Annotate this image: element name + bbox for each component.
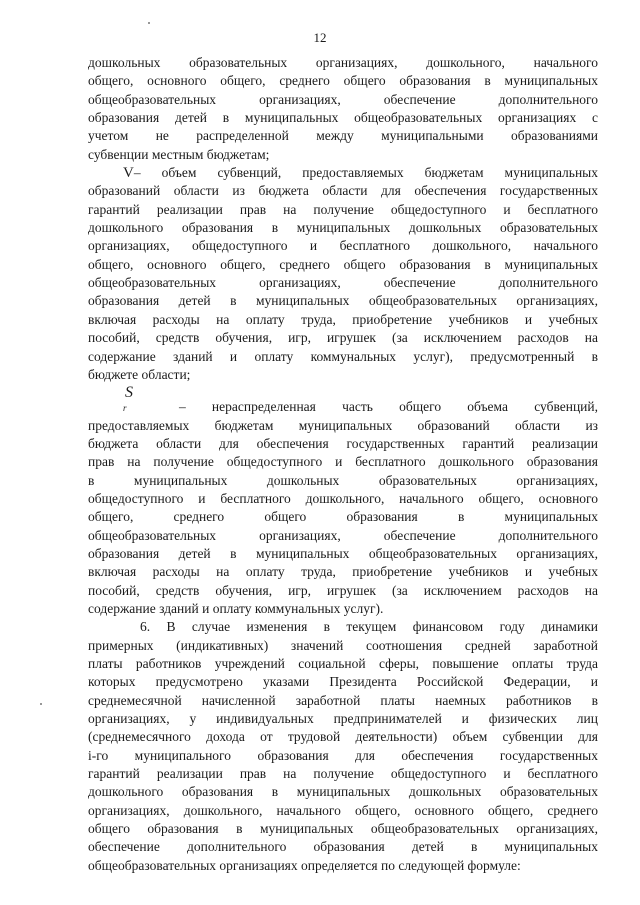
text-line	[88, 692, 598, 710]
line-text: образований области из бюджета области для обеспечения государственных	[88, 183, 598, 199]
line-text: общеобразовательных организациях, обеспечение дополнительного	[88, 91, 598, 107]
line-text: образования детей в муниципальных общеобразовательных организациях,	[88, 545, 598, 561]
text-line	[88, 91, 598, 109]
line-text: включая расходы на оплату труда, приобретение учебников и учебных	[88, 564, 598, 580]
line-text: S	[125, 384, 133, 399]
line-text: образования детей в муниципальных общеобразовательных организациях с	[88, 110, 598, 126]
line-text: общедоступного и бесплатного дошкольного, начального общего, основного	[88, 490, 598, 506]
text-line	[88, 164, 598, 182]
line-text: организациях, общедоступного и бесплатного дошкольного, начального	[88, 238, 598, 254]
line-text: организациях, дошкольного, начального общего, основного общего, среднего	[88, 802, 598, 818]
text-line	[88, 673, 598, 691]
text-line	[88, 857, 598, 875]
text-line	[88, 292, 598, 310]
document-body	[88, 54, 598, 875]
text-line	[88, 563, 598, 581]
line-text: дошкольного образования в муниципальных дошкольных образовательных	[88, 220, 598, 236]
text-line	[88, 237, 598, 255]
page-number: 12	[313, 30, 327, 45]
line-text: учетом не распределенной между муниципальными образованиями	[88, 128, 598, 144]
line-text: i-го муниципального образования для обеспечения государственных	[88, 747, 598, 763]
line-text: примерных (индикативных) значений соотношения средней заработной	[88, 637, 598, 653]
text-line	[88, 655, 598, 673]
line-text: организациях, у индивидуальных предпринимателей и физических лиц	[88, 711, 598, 727]
text-line	[88, 600, 598, 618]
line-text: (среднемесячного дохода от трудовой деятельности) объем субвенции для	[88, 729, 598, 745]
line-text: среднемесячной начисленной заработной платы наемных работников в	[88, 692, 598, 708]
text-line	[88, 545, 598, 563]
text-line	[88, 582, 598, 600]
line-text: общеобразовательных организациях определяется по следующей формуле:	[88, 857, 521, 873]
line-text: общего, основного общего, среднего общего образования в муниципальных	[88, 256, 598, 272]
line-text: образования детей в муниципальных общеобразовательных организациях,	[88, 293, 598, 309]
line-text: которых предусмотрено указами Президента Российской Федерации, и	[88, 674, 598, 690]
line-text: бюджете области;	[88, 366, 191, 382]
formula-symbol	[88, 384, 598, 398]
text-line	[88, 329, 598, 347]
text-line	[88, 618, 598, 636]
text-line	[88, 710, 598, 728]
line-text: общего образования в муниципальных общеобразовательных организациях,	[88, 821, 598, 837]
text-line	[88, 311, 598, 329]
text-line	[88, 765, 598, 783]
text-line	[88, 527, 598, 545]
line-text: бюджета области для обеспечения государственных гарантий реализации	[88, 435, 598, 451]
line-text: 6. В случае изменения в текущем финансовом году динамики	[140, 619, 598, 635]
formula-symbol: V	[123, 165, 134, 182]
text-line	[88, 256, 598, 274]
line-text: гарантий реализации прав на получение общедоступного и бесплатного	[88, 766, 598, 782]
text-line	[88, 783, 598, 801]
text-line	[88, 838, 598, 856]
line-text: общеобразовательных организациях, обеспечение дополнительного	[88, 275, 598, 291]
text-line	[88, 274, 598, 292]
line-text: платы работников учреждений социальной сферы, повышение оплаты труда	[88, 656, 598, 671]
text-line	[88, 366, 598, 384]
line-text: общего, среднего общего образования в муниципальных	[88, 509, 598, 525]
line-text: общеобразовательных организациях, обеспечение дополнительного	[88, 527, 598, 543]
text-line	[88, 219, 598, 237]
text-line	[88, 398, 598, 416]
scan-speck	[148, 22, 150, 24]
text-line	[88, 472, 598, 490]
text-line	[88, 490, 598, 508]
text-line	[88, 146, 598, 164]
line-text: содержание зданий и оплату коммунальных услуг), предусмотренный в	[88, 348, 598, 364]
line-text: субвенции местным бюджетам;	[88, 146, 270, 162]
text-line	[88, 637, 598, 655]
text-line	[88, 728, 598, 746]
line-text: пособий, средств обучения, игр, игрушек (за исключением расходов на	[88, 582, 598, 598]
line-text: – объем субвенций, предоставляемых бюджетам муниципальных	[133, 165, 598, 181]
text-line	[88, 802, 598, 820]
line-text: дошкольного образования в муниципальных дошкольных образовательных	[88, 784, 598, 800]
text-line	[88, 417, 598, 435]
text-line	[88, 201, 598, 219]
text-line	[88, 508, 598, 526]
line-text: пособий, средств обучения, игр, игрушек (за исключением расходов на	[88, 330, 598, 346]
formula-symbol: r	[123, 403, 127, 414]
text-line	[88, 453, 598, 471]
line-text: содержание зданий и оплату коммунальных услуг).	[88, 600, 384, 616]
line-text: включая расходы на оплату труда, приобретение учебников и учебных	[88, 311, 598, 327]
text-line	[88, 747, 598, 765]
line-text: обеспечение дополнительного образования детей в муниципальных	[88, 839, 598, 855]
line-text: дошкольных образовательных организациях, дошкольного, начального	[88, 55, 598, 70]
text-line	[88, 348, 598, 366]
line-text: общего, основного общего, среднего общего образования в муниципальных	[88, 73, 598, 89]
line-text: предоставляемых бюджетам муниципальных образований области из	[88, 417, 598, 433]
text-line	[88, 54, 598, 72]
line-text: прав на получение общедоступного и бесплатного дошкольного образования	[88, 454, 598, 470]
line-text: – нераспределенная часть общего объема субвенций,	[178, 399, 598, 415]
text-line	[88, 182, 598, 200]
text-line	[88, 820, 598, 838]
line-text: гарантий реализации прав на получение общедоступного и бесплатного	[88, 201, 598, 217]
line-text: в муниципальных дошкольных образовательных организациях,	[88, 472, 598, 488]
text-line	[88, 435, 598, 453]
text-line	[88, 72, 598, 90]
text-line	[88, 127, 598, 145]
scan-speck	[40, 703, 42, 705]
text-line	[88, 109, 598, 127]
